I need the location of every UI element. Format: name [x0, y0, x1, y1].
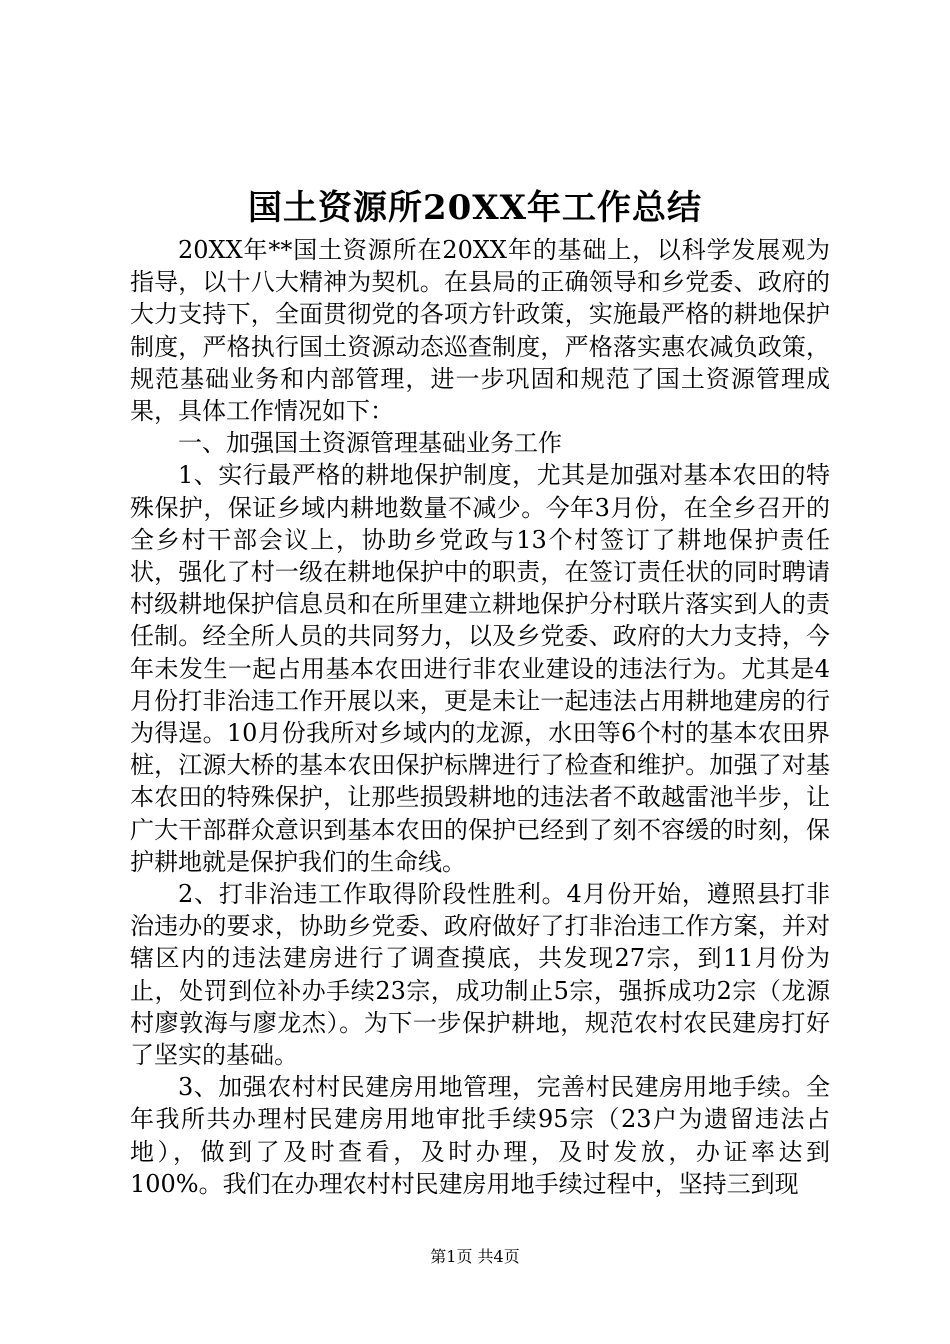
document-body	[130, 234, 830, 1200]
paragraph-item-3: 3、加强农村村民建房用地管理，完善村民建房用地手续。全年我所共办理村民建房用地审批手续95宗（23户为遗留违法占地），做到了及时查看，及时办理，及时发放，办证率达到100%。我们在办理农村村民建房用地手续过程中，坚持三到现	[130, 1073, 830, 1198]
section-heading: 一、加强国土资源管理基础业务工作	[178, 429, 562, 458]
page-number-footer: 第1页 共4页	[430, 1247, 520, 1266]
intro-paragraph: 20XX年**国土资源所在20XX年的基础上，以科学发展观为指导，以十八大精神为契机。在县局的正确领导和乡党委、政府的大力支持下，全面贯彻党的各项方针政策，实施最严格的耕地保护制度，严格执行国土资源动态巡查制度，严格落实惠农减负政策，规范基础业务和内部管理，进一步巩固和规范了国土资源管理成果，具体工作情况如下：	[130, 236, 830, 426]
document-title: 国土资源所20XX年工作总结	[247, 188, 703, 228]
paragraph-item-2: 2、打非治违工作取得阶段性胜利。4月份开始，遵照县打非治违办的要求，协助乡党委、政府做好了打非治违工作方案，并对辖区内的违法建房进行了调查摸底，共发现27宗，到11月份为止，处罚到位补办手续23宗，成功制止5宗，强拆成功2宗（龙源村廖敦海与廖龙杰）。为下一步保护耕地，规范农村农民建房打好了坚实的基础。	[130, 880, 830, 1070]
paragraph-item-1: 1、实行最严格的耕地保护制度，尤其是加强对基本农田的特殊保护，保证乡域内耕地数量不减少。今年3月份，在全乡召开的全乡村干部会议上，协助乡党政与13个村签订了耕地保护责任状，强化了村一级在耕地保护中的职责，在签订责任状的同时聘请村级耕地保护信息员和在所里建立耕地保护分村联片落实到人的责任制。经全所人员的共同努力，以及乡党委、政府的大力支持，今年未发生一起占用基本农田进行非农业建设的违法行为。尤其是4月份打非治违工作开展以来，更是未让一起违法占用耕地建房的行为得逞。10月份我所对乡域内的龙源，水田等6个村的基本农田界桩，江源大桥的基本农田保护标牌进行了检查和维护。加强了对基本农田的特殊保护，让那些损毁耕地的违法者不敢越雷池半步，让广大干部群众意识到基本农田的保护已经到了刻不容缓的时刻，保护耕地就是保护我们的生命线。	[130, 461, 830, 876]
